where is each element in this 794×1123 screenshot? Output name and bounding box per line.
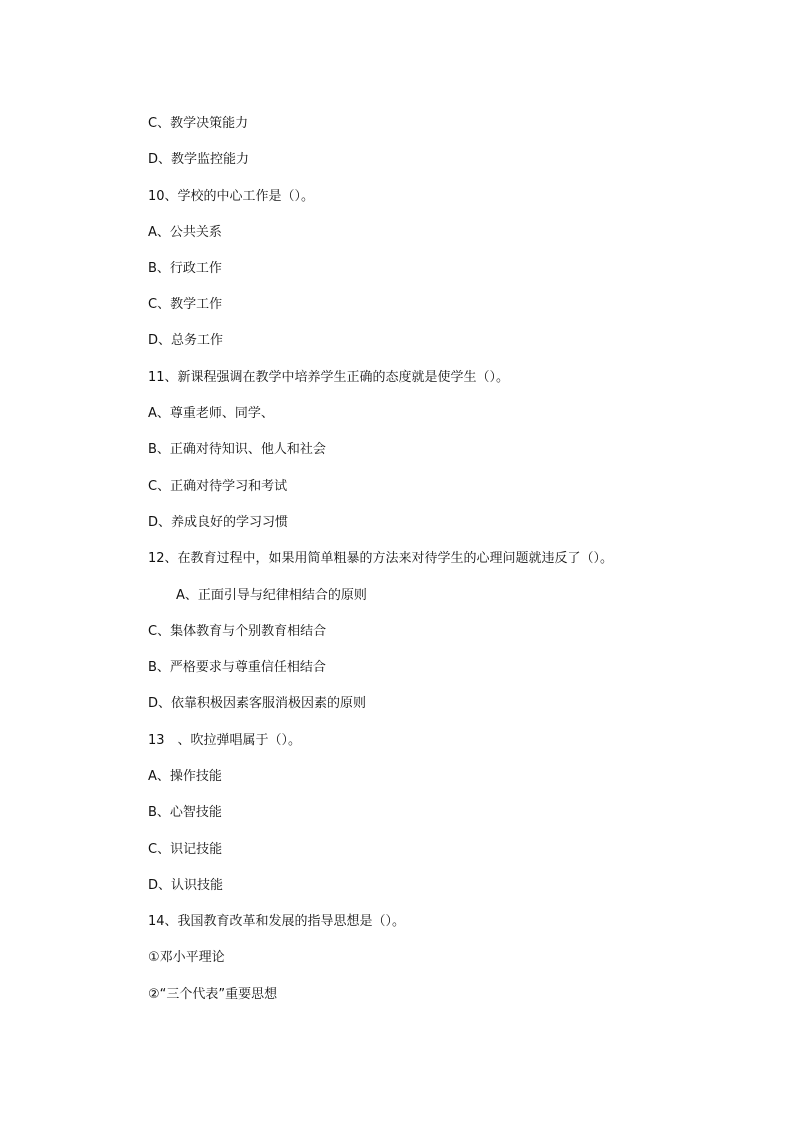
option-line: D、养成良好的学习习惯 [148,515,289,530]
option-line: C、识记技能 [148,842,223,857]
option-line: B、严格要求与尊重信任相结合 [148,660,326,675]
option-line: D、教学监控能力 [148,152,250,167]
option-line: B、心智技能 [148,805,222,820]
option-line: D、依靠积极因素客服消极因素的原则 [148,696,367,711]
question-line: 13 、吹拉弹唱属于（）。 [148,733,302,748]
question-line: 14、我国教育改革和发展的指导思想是（）。 [148,914,406,929]
question-line: 11、新课程强调在教学中培养学生正确的态度就是使学生（）。 [148,370,510,385]
option-line: C、教学工作 [148,297,223,312]
option-line: C、教学决策能力 [148,116,249,131]
option-line: A、公共关系 [148,225,222,240]
option-line: B、行政工作 [148,261,222,276]
option-line: A、尊重老师、同学、 [148,406,274,421]
option-line: D、认识技能 [148,878,224,893]
option-line: ②“三个代表”重要思想 [148,987,278,1002]
option-line: C、正确对待学习和考试 [148,479,288,494]
option-line: C、集体教育与个别教育相结合 [148,624,327,639]
option-line: A、正面引导与纪律相结合的原则 [176,588,367,603]
option-line: B、正确对待知识、他人和社会 [148,442,326,457]
option-line: ①邓小平理论 [148,950,225,965]
question-line: 12、在教育过程中，如果用简单粗暴的方法来对待学生的心理问题就违反了（）。 [148,551,614,566]
option-line: D、总务工作 [148,333,224,348]
question-line: 10、学校的中心工作是（）。 [148,189,315,204]
option-line: A、操作技能 [148,769,222,784]
